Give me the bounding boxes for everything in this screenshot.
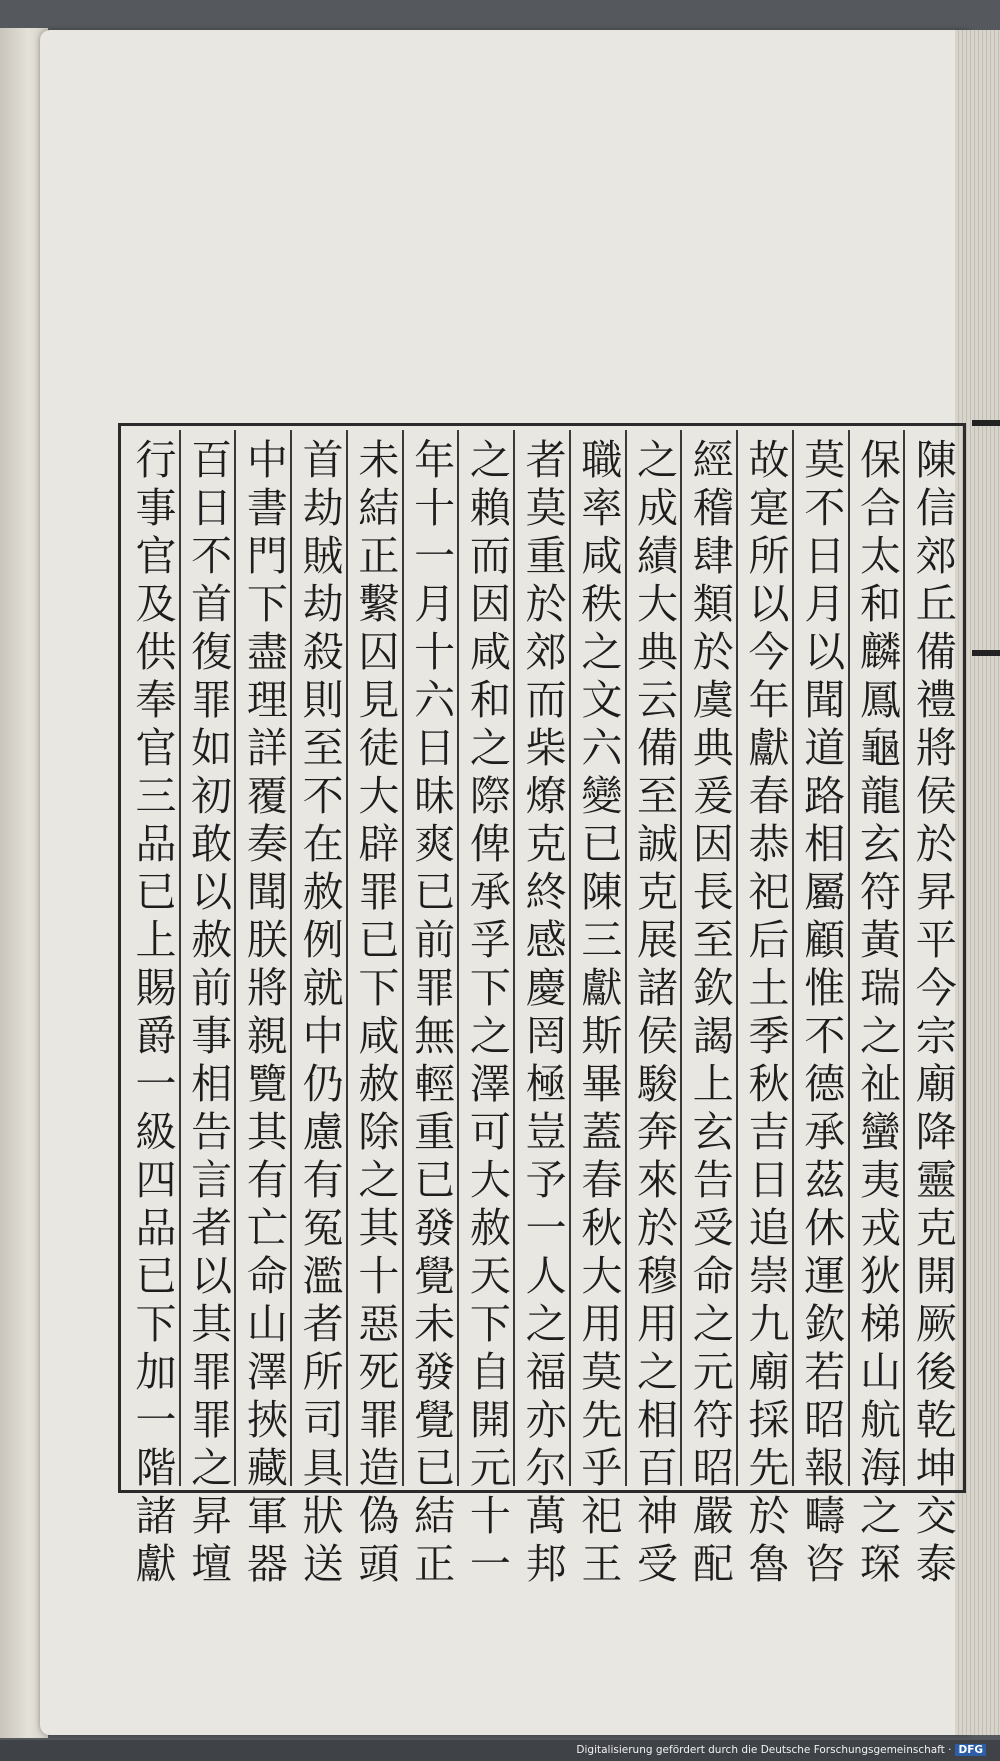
- text-column: [125, 430, 179, 1590]
- column-text: 故寔所以今年獻春恭祀后土季秋吉日追崇九廟採先於魯: [741, 438, 790, 1590]
- column-text: 經稽肆類於虞典爰因長至欽謁上玄告受命之元符昭嚴配: [685, 438, 734, 1590]
- text-frame: [118, 423, 966, 1590]
- credit-text: Digitalisierung gefördert durch die Deutsche Forschungsgemeinschaft ·: [576, 1744, 952, 1756]
- text-column: [457, 430, 513, 1590]
- text-column: [290, 430, 346, 1590]
- text-column: [903, 430, 959, 1590]
- text-columns: [125, 430, 959, 1590]
- text-column: [569, 430, 625, 1590]
- text-column: [792, 430, 848, 1590]
- column-text: 者莫重於郊而柴燎克終感慶罔極豈予一人之福亦尔萬邦: [518, 438, 567, 1590]
- dfg-logo: DFG: [955, 1744, 986, 1756]
- text-column: [736, 430, 792, 1590]
- column-text: 年十一月十六日昧爽已前罪無輕重已發覺未發覺已結正: [407, 438, 456, 1590]
- column-text: 百日不首復罪如初敢以赦前事相告言者以其罪罪之昇壇: [184, 438, 233, 1590]
- text-column: [680, 430, 736, 1590]
- text-column: [346, 430, 402, 1590]
- text-column: [402, 430, 458, 1590]
- column-text: 莫不日月以聞道路相屬顧惟不德承茲休運欽若昭報疇咨: [797, 438, 846, 1590]
- column-text: 之成績大典云備至誠克展諸侯駿奔來於穆用之相百神受: [630, 438, 679, 1590]
- text-column: [625, 430, 681, 1590]
- text-column: [179, 430, 235, 1590]
- column-text: 之賴而因咸和之際俾承孚下之澤可大赦天下自開元十一: [462, 438, 511, 1590]
- text-column: [234, 430, 290, 1590]
- column-text: 中書門下盡理詳覆奏聞朕將親覽其有亡命山澤挾藏軍器: [239, 438, 288, 1590]
- column-text: 陳信郊丘備禮將侯於昇平今宗廟降靈克開厥後乾坤交泰: [908, 438, 957, 1590]
- frame-tab-middle: [972, 650, 1000, 656]
- column-text: 首劫賊劫殺則至不在赦例就中仍慮有冤濫者所司具狀送: [295, 438, 344, 1590]
- digitization-credit: [0, 1740, 1000, 1761]
- text-column: [513, 430, 569, 1590]
- column-text: 未結正繫囚見徒大辟罪已下咸赦除之其十惡死罪造偽頭: [351, 438, 400, 1590]
- frame-tab-top: [972, 420, 1000, 426]
- column-text: 行事官及供奉官三品已上賜爵一級四品已下加一階諸獻: [128, 438, 177, 1590]
- text-column: [848, 430, 904, 1590]
- column-text: 職率咸秩之文六變已陳三獻斯畢蓋春秋大用莫先乎祀王: [574, 438, 623, 1590]
- column-text: 保合太和麟鳳龜龍玄符黃瑞之祉蠻夷戎狄梯山航海之琛: [852, 438, 901, 1590]
